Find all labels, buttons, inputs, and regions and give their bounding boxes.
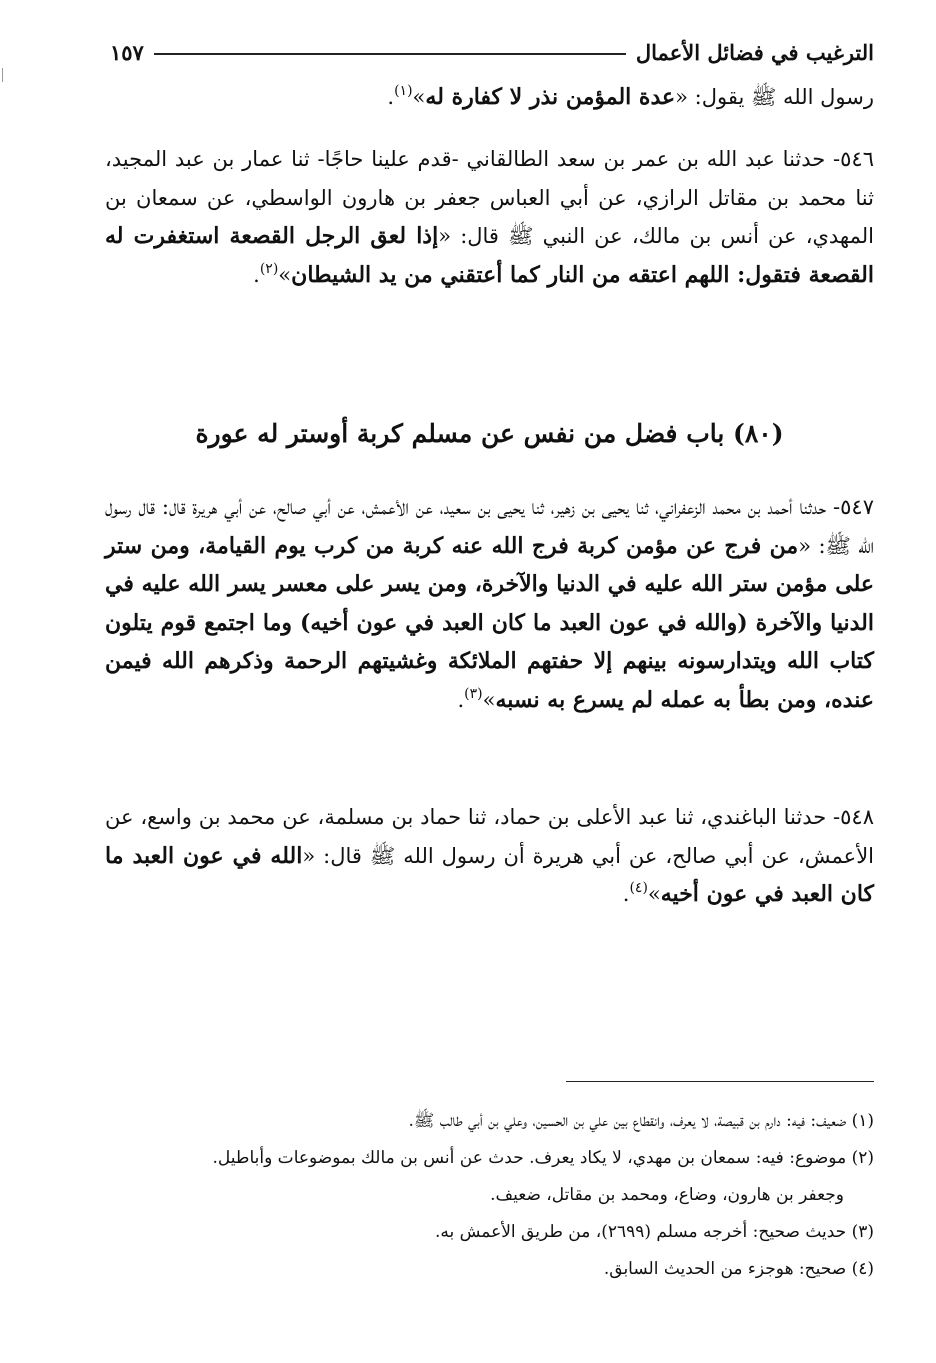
- hadith-548-text: الله في عون العبد ما كان العبد في عون أخيه: [105, 842, 874, 907]
- hadith-547: [105, 488, 874, 719]
- hadith-547-isnad: ٥٤٧- حدثنا أحمد بن محمد الزعفراني، ثنا يحيى بن زهير، ثنا يحيى بن سعيد، عن الأعمش، عن أبي صالح، عن أبي هريرة قال: قال رسول الله ﷺ: «: [105, 495, 874, 558]
- hadith-546-isnad: ٥٤٦- حدثنا عبد الله بن عمر بن سعد الطالقاني -قدم علينا حاجًا- ثنا عمار بن عبد المجيد، ثنا محمد بن مقاتل الرازي، عن أبي العباس جعفر بن هارون الواسطي، عن سمعان بن المهدي، عن أنس بن مالك، عن النبي ﷺ قال: «: [105, 147, 874, 248]
- footnote-2-continued: وجعفر بن هارون، وضاع، ومحمد بن مقاتل، ضعيف.: [490, 1185, 844, 1205]
- footnote-ref-4: (٤): [629, 880, 648, 896]
- footnote-separator: [566, 1081, 874, 1082]
- full-stop: .: [457, 687, 465, 712]
- running-header: [110, 34, 874, 70]
- footnote-2: (٢) موضوع: فيه: سمعان بن مهدي، لا يكاد يعرف. حدث عن أنس بن مالك بموضوعات وأباطيل.: [212, 1148, 874, 1168]
- hadith-546-text: إذا لعق الرجل القصعة استغفرت له القصعة فتقول: اللهم اعتقه من النار كما أعتقني من يد الشيطان: [105, 223, 874, 288]
- hadith-548: [105, 798, 874, 914]
- hadith-548-isnad: ٥٤٨- حدثنا الباغندي، ثنا عبد الأعلى بن حماد، ثنا حماد بن مسلمة، عن محمد بن واسع، عن الأعمش، عن أبي صالح، عن أبي هريرة أن رسول الله ﷺ قال: «: [105, 805, 874, 868]
- full-stop: .: [387, 85, 395, 109]
- page-number: ١٥٧: [110, 39, 144, 65]
- footnote-ref-2: (٢): [259, 260, 279, 277]
- hadith-546: [105, 140, 874, 294]
- chapter-title: (٨٠) باب فضل من نفس عن مسلم كربة أوستر له عورة: [195, 419, 784, 448]
- intro-hadith-text: عدة المؤمن نذر لا كفارة له: [425, 84, 676, 110]
- quote-close: »: [412, 85, 426, 109]
- footnote-1: (١) ضعيف: فيه: دارم بن قبيصة، لا يعرف، وانقطاع بين علي بن الحسين، وعلي بن أبي طالب ﷺ.: [408, 1111, 874, 1131]
- footnotes: [105, 1103, 874, 1288]
- footnote-3: (٣) حديث صحيح: أخرجه مسلم (٢٦٩٩)، من طريق الأعمش به.: [434, 1222, 874, 1242]
- intro-paragraph: [105, 78, 874, 117]
- book-title: الترغيب في فضائل الأعمال: [635, 39, 874, 65]
- full-stop: .: [622, 882, 630, 906]
- margin-mark: [2, 68, 3, 82]
- full-stop: .: [253, 262, 260, 287]
- quote-close: »: [647, 882, 661, 906]
- hadith-547-text: من فرج عن مؤمن كربة فرج الله عنه كربة من كرب يوم القيامة، ومن ستر على مؤمن ستر الله عليه في الدنيا والآخرة، ومن يسر على معسر يسر الله عليه في الدنيا والآخرة (والله في عون العبد ما كان العبد في عون أخيه) وما اجتمع قوم يتلون كتاب الله ويتدارسونه بينهم إلا حفتهم الملائكة وغشيتهم الرحمة وذكرهم الله فيمن عنده، ومن بطأ به عمله لم يسرع به نسبه: [105, 532, 874, 713]
- header-rule: [154, 53, 626, 55]
- footnote-ref-3: (٣): [464, 685, 483, 702]
- quote-close: »: [482, 687, 496, 712]
- quote-close: »: [278, 262, 292, 287]
- footnote-4: (٤) صحيح: هوجزء من الحديث السابق.: [603, 1259, 874, 1279]
- intro-text: رسول الله ﷺ يقول: «: [675, 85, 874, 109]
- footnote-ref-1: (١): [394, 83, 413, 99]
